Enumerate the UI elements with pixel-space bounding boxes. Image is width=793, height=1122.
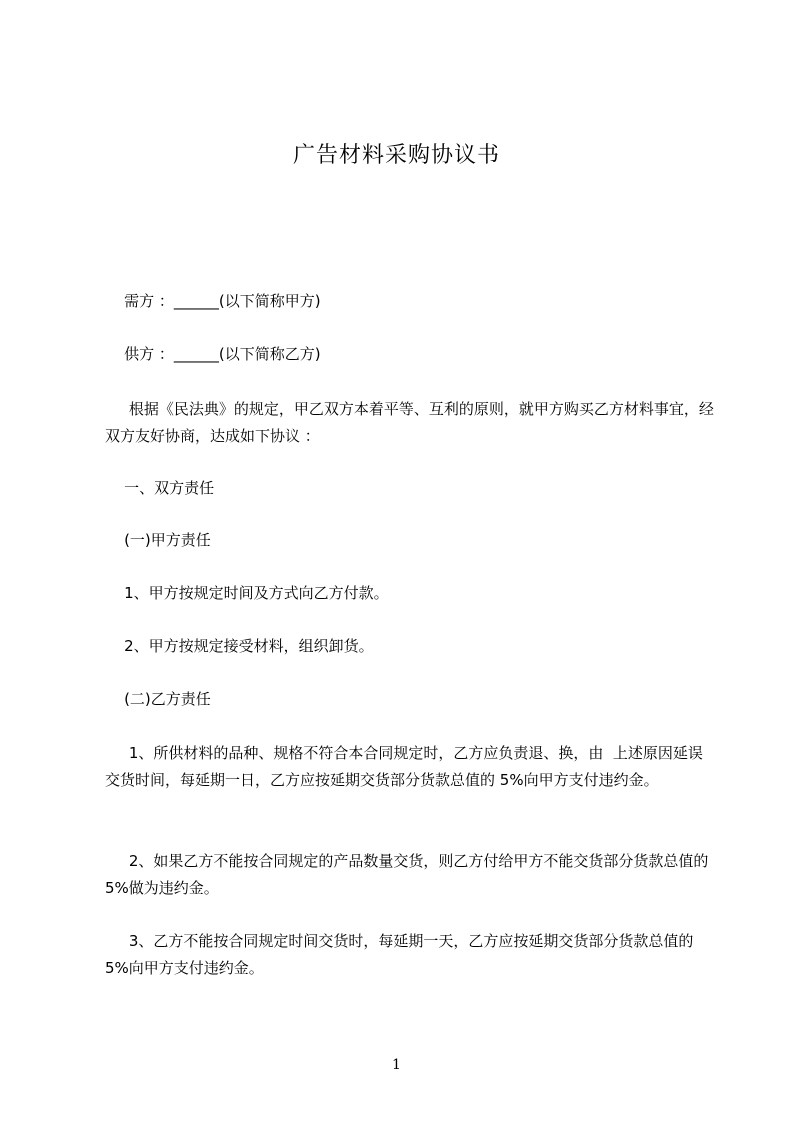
intro-paragraph: 根据《民法典》的规定，甲乙双方本着平等、互利的原则，就甲方购买乙方材料事宜，经双方友好协商，达成如下协议 ： xyxy=(105,400,714,445)
section-heading-responsibilities: 一、双方责任 xyxy=(105,479,215,497)
supplier-line: 供方 ：______(以下简称乙方) xyxy=(105,345,321,363)
party-a-item-1: 1、甲方按规定时间及方式向乙方付款。 xyxy=(105,584,389,602)
party-a-item-2: 2、甲方按规定接受材料，组织卸货。 xyxy=(105,637,374,655)
buyer-line: 需方 ：______(以下简称甲方) xyxy=(105,292,321,310)
party-b-item-2: 2、如果乙方不能按合同规定的产品数量交货，则乙方付给甲方不能交货部分货款总值的 5%做为违约金。 xyxy=(105,852,714,897)
party-a-heading: (一)甲方责任 xyxy=(105,531,211,549)
page-number: 1 xyxy=(392,1057,401,1073)
party-b-item-3: 3、乙方不能按合同规定时间交货时，每延期一天，乙方应按延期交货部分货款总值的 5%向甲方支付违约金。 xyxy=(105,932,699,977)
party-b-heading: (二)乙方责任 xyxy=(105,690,211,708)
document-title: 广告材料采购协议书 xyxy=(292,143,500,168)
party-b-item-1: 1、所供材料的品种、规格不符合本合同规定时，乙方应负责退、换，由 上述原因延误交货时间，每延期一日，乙方应按延期交货部分货款总值的 5%向甲方支付违约金。 xyxy=(105,744,703,789)
